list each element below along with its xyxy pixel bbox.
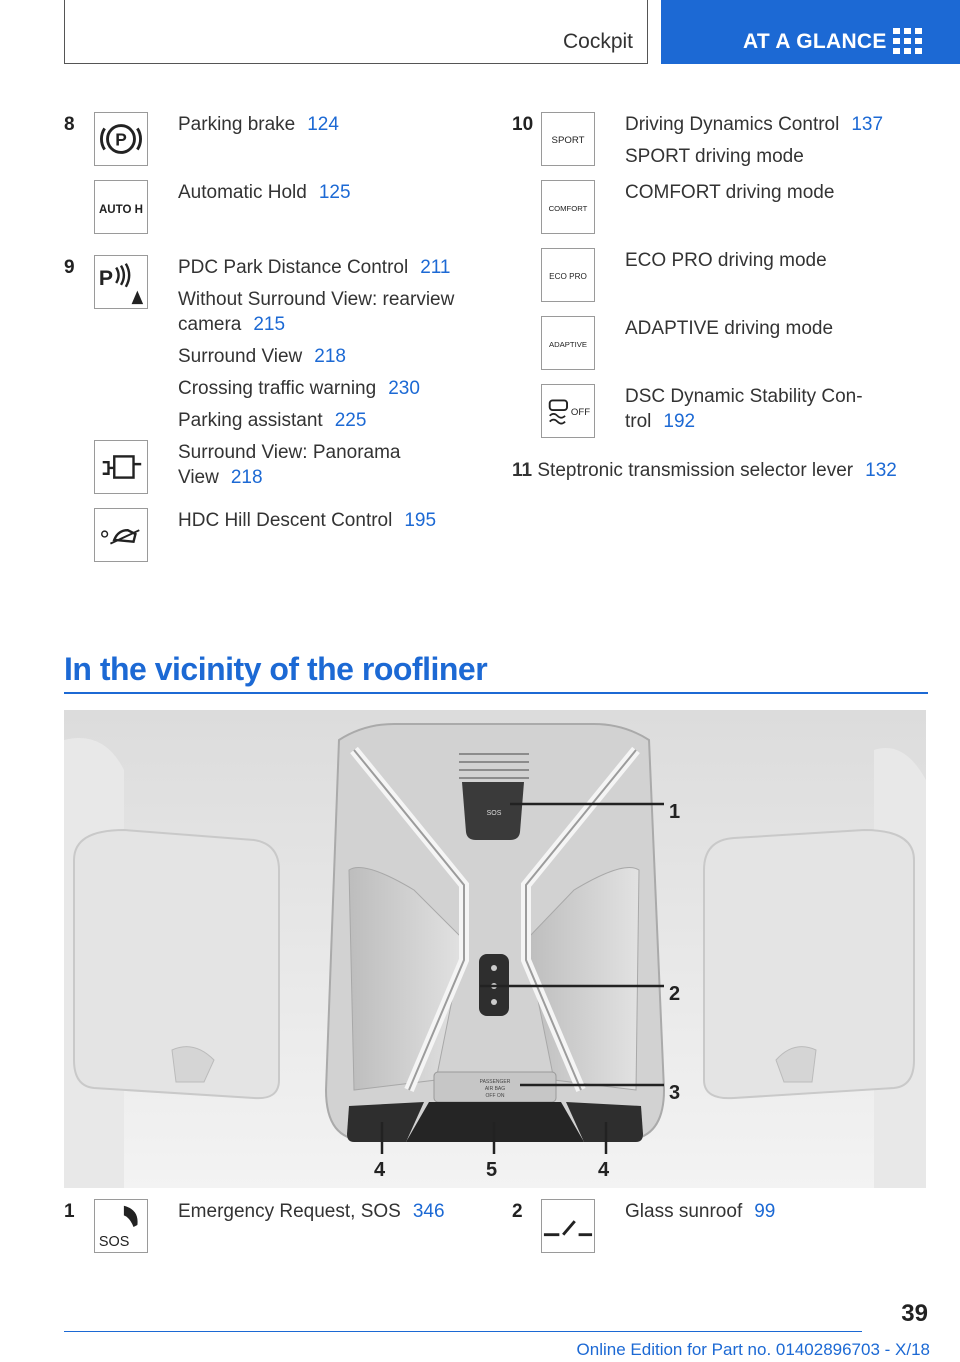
airbag-label-1: PASSENGER	[479, 1079, 511, 1085]
grid-icon[interactable]	[893, 28, 923, 54]
callout-4-right: 4	[598, 1159, 610, 1181]
auto-hold-icon	[94, 180, 148, 234]
item-number: 8	[64, 114, 75, 135]
page-link[interactable]: 125	[318, 182, 351, 203]
page-link[interactable]: 230	[388, 378, 420, 399]
item-text: Emergency Request, SOS 346	[178, 1201, 445, 1222]
page-link[interactable]: 99	[754, 1201, 776, 1222]
item-text: DSC Dynamic Stability Con- trol 192	[625, 386, 863, 432]
svg-text:OFF: OFF	[570, 406, 591, 418]
header-section-title: Cockpit	[562, 30, 633, 53]
page-link[interactable]: 346	[412, 1201, 445, 1222]
dsc-off-icon	[541, 384, 595, 438]
item-text: COMFORT driving mode	[625, 182, 835, 203]
item-text: PDC Park Distance Control 211 Without Surround View: rearview camera 215 Surround View 218 Crossing traffic warning 230 Parking assistant 225	[178, 257, 455, 431]
item-number: 9	[64, 257, 75, 278]
item-number: 2	[512, 1201, 523, 1222]
svg-text:SOS: SOS	[98, 1234, 130, 1251]
header-chapter-box[interactable]	[661, 0, 960, 64]
eco-pro-icon	[541, 248, 595, 302]
page-link[interactable]: 218	[314, 346, 346, 367]
header-chapter-title: AT A GLANCE	[743, 30, 887, 53]
svg-text:AUTO H: AUTO H	[98, 203, 144, 216]
section-divider	[64, 692, 928, 694]
section-title: In the vicinity of the roofliner	[64, 651, 488, 687]
page-link[interactable]: 124	[307, 114, 339, 135]
page-number: 39	[901, 1300, 928, 1327]
callout-3: 3	[669, 1082, 681, 1104]
page-link[interactable]: 215	[253, 314, 286, 335]
comfort-icon	[541, 180, 595, 234]
callout-2: 2	[669, 983, 681, 1005]
footer-divider	[64, 1331, 862, 1332]
adaptive-icon	[541, 316, 595, 370]
item-text: Surround View: Panorama View 218	[178, 442, 401, 488]
item-text: ADAPTIVE driving mode	[625, 318, 834, 339]
item-text: Automatic Hold 125	[178, 182, 351, 203]
item-number: 10	[512, 114, 534, 135]
page-link[interactable]: 137	[851, 114, 884, 135]
pdc-icon	[94, 255, 148, 309]
svg-text:P: P	[98, 266, 113, 290]
item-text: Glass sunroof 99	[625, 1201, 776, 1222]
parking-brake-icon	[94, 112, 148, 166]
item-text: 11 Steptronic transmission selector lever 132	[512, 460, 897, 481]
item-number: 11	[512, 460, 533, 481]
sos-label: SOS	[486, 810, 502, 817]
hill-descent-icon	[94, 508, 148, 562]
page-link[interactable]: 225	[334, 410, 367, 431]
svg-text:P: P	[115, 129, 127, 150]
callout-5: 5	[486, 1159, 498, 1181]
svg-text:COMFORT: COMFORT	[548, 203, 588, 213]
svg-text:ADAPTIVE: ADAPTIVE	[548, 339, 588, 349]
sport-icon	[541, 112, 595, 166]
roofliner-illustration	[64, 710, 926, 1188]
svg-text:SPORT: SPORT	[551, 134, 585, 146]
page-link[interactable]: 211	[420, 257, 451, 278]
item-text: Driving Dynamics Control 137 SPORT driving mode	[625, 114, 884, 167]
airbag-label-3: OFF ON	[485, 1093, 505, 1099]
page-link[interactable]: 195	[404, 510, 437, 531]
surround-view-icon	[94, 440, 148, 494]
callout-4-left: 4	[374, 1159, 386, 1181]
airbag-label-2: AIR BAG	[484, 1086, 506, 1092]
item-text: HDC Hill Descent Control 195	[178, 510, 437, 531]
item-text: Parking brake 124	[178, 114, 339, 135]
svg-text:ECO PRO: ECO PRO	[549, 271, 587, 281]
page-link[interactable]: 192	[663, 411, 696, 432]
item-number: 1	[64, 1201, 75, 1222]
header-section-box	[64, 0, 648, 64]
item-text: ECO PRO driving mode	[625, 250, 827, 271]
sos-icon	[94, 1199, 148, 1253]
callout-1: 1	[669, 801, 681, 823]
page-link[interactable]: 132	[865, 460, 897, 481]
footer-text: Online Edition for Part no. 01402896703 - X/18	[576, 1340, 930, 1359]
page-link[interactable]: 218	[230, 467, 263, 488]
glass-sunroof-icon	[541, 1199, 595, 1253]
